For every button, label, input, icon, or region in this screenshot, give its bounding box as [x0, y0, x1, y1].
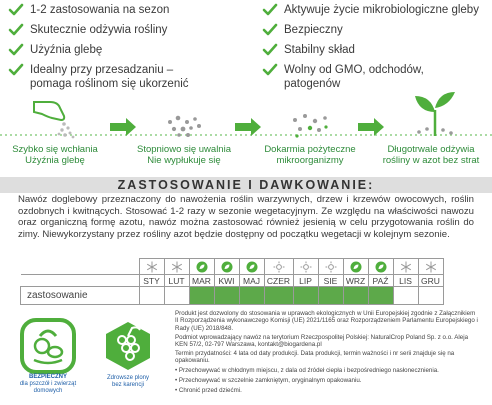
month-usage-cell — [139, 287, 164, 305]
sprout-icon — [405, 86, 465, 140]
application-calendar — [20, 258, 444, 305]
month-label: LIS — [393, 275, 418, 287]
step-line1: Szybko się wchłania — [12, 144, 98, 155]
check-icon — [8, 63, 24, 77]
month-icon-cell — [239, 259, 264, 275]
snowflake-icon — [171, 261, 183, 273]
fruit-badge-line2: bez karencji — [111, 382, 144, 388]
month-icon-cell — [343, 259, 368, 275]
benefit-text: Wolny od GMO, odchodów, — [284, 64, 424, 76]
month-usage-cell-active — [368, 287, 393, 305]
month-label: STY — [139, 275, 164, 287]
pet-badge-line2: dla pszczół i zwierząt — [19, 381, 77, 387]
month-usage-cell — [164, 287, 189, 305]
month-label: MAR — [189, 275, 214, 287]
month-usage-cell-active — [318, 287, 343, 305]
leaf-icon — [350, 261, 362, 273]
step-line1: Długotrwale odżywia — [387, 144, 475, 155]
benefit-text: 1-2 zastosowania na sezon — [30, 4, 170, 16]
benefit-text: Skutecznie odżywia rośliny — [30, 24, 168, 36]
sun-icon — [325, 261, 337, 273]
benefit-item — [262, 43, 355, 57]
month-usage-cell-active — [343, 287, 368, 305]
process-step-label — [370, 144, 492, 166]
pet-bee-icon — [20, 318, 76, 374]
process-step-label — [124, 144, 244, 166]
benefit-item — [8, 63, 189, 91]
month-usage-cell-active — [214, 287, 239, 305]
step-line2: mikroorganizmy — [276, 155, 344, 166]
granules-icon — [160, 114, 210, 140]
hand-sprinkle-icon — [28, 96, 88, 140]
check-icon — [262, 43, 278, 57]
leaf-icon — [221, 261, 233, 273]
month-usage-cell — [418, 287, 443, 305]
calendar-month-row — [21, 275, 444, 287]
pet-badge-title: BEZPIECZNY — [28, 374, 67, 380]
month-icon-cell — [368, 259, 393, 275]
month-label: WRZ — [343, 275, 368, 287]
storage-note: • Chronić przed dziećmi. — [175, 387, 242, 394]
check-icon — [8, 3, 24, 17]
legal-shelf-life: Termin przydatności: 4 lata od daty produkcji. Data produkcji, termin ważności i nr serii znajduje się na opakowaniu. — [175, 350, 455, 365]
month-label: PAŹ — [368, 275, 393, 287]
step-line2: Nie wypłukuje się — [147, 155, 221, 166]
benefit-text-line2: pomaga roślinom się ukorzenić — [30, 78, 189, 90]
month-usage-cell-active — [264, 287, 293, 305]
month-icon-cell — [264, 259, 293, 275]
legal-eco-statement: Produkt jest dozwolony do stosowania w uprawach ekologicznych w Unii Europejskiej zgodnie z Załącznikiem II Rozporządzenia wykonawczego Komisji (UE) 2021/1165 oraz Rozporządzeniem Parlamentu Europejskiego i Rady (UE) 2018/848. — [175, 310, 478, 332]
month-icon-cell — [318, 259, 343, 275]
benefit-item — [262, 23, 343, 37]
month-usage-cell-active — [293, 287, 318, 305]
pet-badge-line3: domowych — [33, 388, 63, 394]
leaf-icon — [246, 261, 258, 273]
usage-description: Nawóz doglebowy przeznaczony do nawożenia roślin warzywnych, drzew i krzewów owocowych, roślin ozdobnych i kwitnących. Stosować 1-2 razy w sezonie wegetacyjnym. Ze względu na właściwości nawozu oraz organiczną formę azotu, nawóz można zastosować również jesienią w celu przygotowania roślin do zimy. Niewykorzystany przez rośliny azot będzie dostępny od początku wegetacji w kolejnym sezonie. — [18, 194, 474, 240]
storage-note: • Przechowywać w chłodnym miejscu, z dala od źródeł ciepła i bezpośredniego nasłonecznienia. — [175, 367, 439, 374]
step-line1: Dokarmia pożyteczne — [264, 144, 356, 155]
check-icon — [8, 23, 24, 37]
benefit-text-line2: patogenów — [284, 78, 341, 90]
benefit-text: Idealny przy przesadzaniu – — [30, 64, 174, 76]
month-label: MAJ — [239, 275, 264, 287]
snowflake-icon — [425, 261, 437, 273]
process-step-label — [250, 144, 370, 166]
benefit-text: Bezpieczny — [284, 24, 343, 36]
benefit-item — [8, 23, 167, 37]
check-icon — [262, 23, 278, 37]
month-label: CZER — [264, 275, 293, 287]
step-line1: Stopniowo się uwalnia — [136, 144, 231, 155]
check-icon — [8, 43, 24, 57]
month-label: LUT — [164, 275, 189, 287]
usage-row-label: zastosowanie — [21, 287, 140, 305]
benefit-item — [262, 3, 479, 17]
legal-distributor: Podmiot wprowadzający nawóz na terytorium Rzeczpospolitej Polskiej: NaturalCrop Poland Sp. z o.o. Aleja KEN 57/2, 02-797 Warszawa, kontakt@biogardena.pl — [175, 334, 469, 349]
month-icon-cell — [393, 259, 418, 275]
month-usage-cell — [393, 287, 418, 305]
leaf-icon — [196, 261, 208, 273]
fruit-badge-caption — [92, 375, 164, 389]
benefit-text: Stabilny skład — [284, 44, 355, 56]
microorganisms-icon — [285, 112, 335, 140]
snowflake-icon — [400, 261, 412, 273]
month-icon-cell — [139, 259, 164, 275]
sun-icon — [273, 261, 285, 273]
section-title: ZASTOSOWANIE I DAWKOWANIE: — [117, 178, 375, 192]
step-line2: rośliny w azot bez strat — [382, 155, 480, 166]
snowflake-icon — [146, 261, 158, 273]
month-usage-cell-active — [189, 287, 214, 305]
grapes-icon — [100, 318, 156, 374]
step-line2: Użyźnia glebę — [25, 155, 85, 166]
month-icon-cell — [164, 259, 189, 275]
benefit-item — [8, 43, 102, 57]
check-icon — [262, 3, 278, 17]
calendar-icon-row — [21, 259, 444, 275]
month-usage-cell-active — [239, 287, 264, 305]
calendar-usage-row — [21, 287, 444, 305]
pet-badge-caption — [10, 374, 86, 395]
process-step-label — [0, 144, 110, 166]
month-label: KWI — [214, 275, 239, 287]
month-label: SIE — [318, 275, 343, 287]
storage-note: • Przechowywać w szczelnie zamkniętym, oryginalnym opakowaniu. — [175, 377, 362, 384]
month-icon-cell — [293, 259, 318, 275]
benefit-item — [8, 3, 169, 17]
month-icon-cell — [418, 259, 443, 275]
fruit-badge-line1: Zdrowsze plony — [106, 375, 150, 381]
benefit-item — [262, 63, 424, 91]
check-icon — [262, 63, 278, 77]
benefit-text: Użyźnia glebę — [30, 44, 103, 56]
empty-cell — [21, 275, 140, 287]
month-icon-cell — [214, 259, 239, 275]
benefit-text: Aktywuje życie mikrobiologiczne gleby — [284, 4, 479, 16]
sun-icon — [300, 261, 312, 273]
month-icon-cell — [189, 259, 214, 275]
month-label: LIP — [293, 275, 318, 287]
month-label: GRU — [418, 275, 443, 287]
leaf-icon — [375, 261, 387, 273]
empty-cell — [21, 259, 140, 275]
